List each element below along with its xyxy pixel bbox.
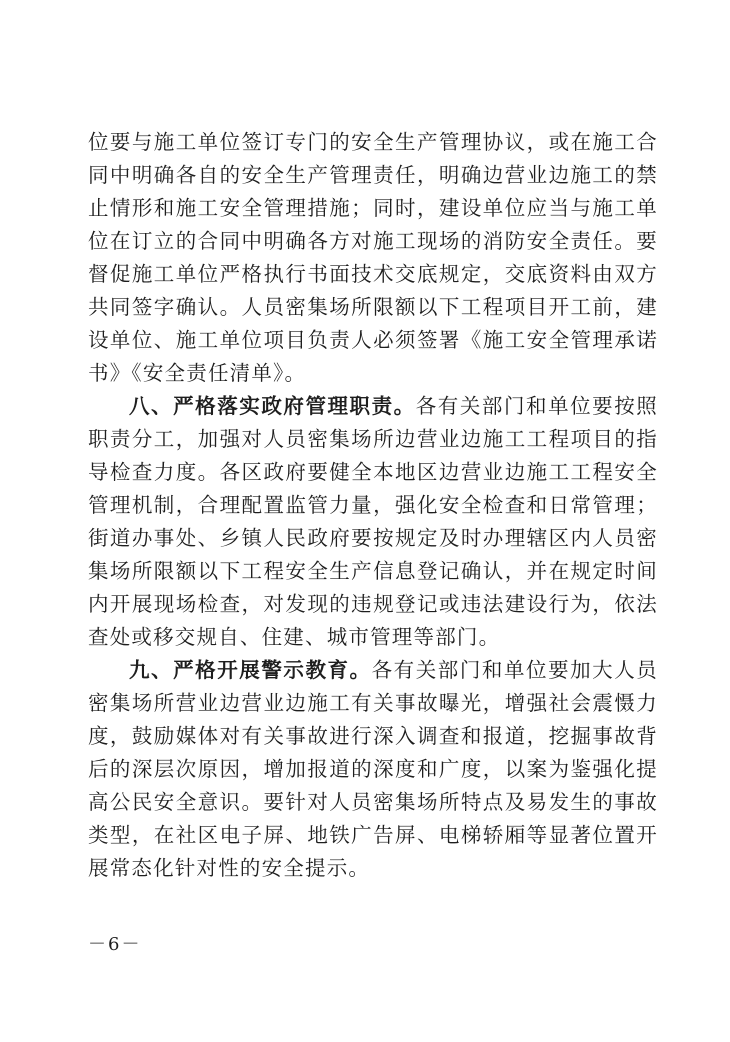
section-nine-paragraph (88, 654, 658, 885)
continued-paragraph: 位要与施工单位签订专门的安全生产管理协议，或在施工合同中明确各自的安全生产管理责任，明确边营业边施工的禁止情形和施工安全管理措施；同时，建设单位应当与施工单位在订立的合同中明确各方对施工现场的消防安全责任。要督促施工单位严格执行书面技术交底规定，交底资料由双方共同签字确认。人员密集场所限额以下工程项目开工前，建设单位、施工单位项目负责人必须签署《施工安全管理承诺书》《安全责任清单》。 (88, 130, 658, 385)
section-eight-paragraph (88, 390, 658, 654)
section-eight-heading: 八、严格落实政府管理职责。 (129, 394, 416, 418)
section-nine-body: 各有关部门和单位要加大人员密集场所营业边营业边施工有关事故曝光，增强社会震慑力度，鼓励媒体对有关事故进行深入调查和报道，挖掘事故背后的深层次原因，增加报道的深度和广度，以案为鉴强化提高公民安全意识。要针对人员密集场所特点及易发生的事故类型，在社区电子屏、地铁广告屏、电梯轿厢等显著位置开展常态化针对性的安全提示。 (88, 658, 658, 880)
section-eight-body: 各有关部门和单位要按照职责分工，加强对人员密集场所边营业边施工工程项目的指导检查力度。各区政府要健全本地区边营业边施工工程安全管理机制，合理配置监管力量，强化安全检查和日常管理；街道办事处、乡镇人民政府要按规定及时办理辖区内人员密集场所限额以下工程安全生产信息登记确认，并在规定时间内开展现场检查，对发现的违规登记或违法建设行为，依法查处或移交规自、住建、城市管理等部门。 (88, 394, 658, 649)
page-number: －6－ (88, 934, 142, 955)
document-body (88, 126, 658, 885)
section-nine-heading: 九、严格开展警示教育。 (129, 658, 372, 682)
